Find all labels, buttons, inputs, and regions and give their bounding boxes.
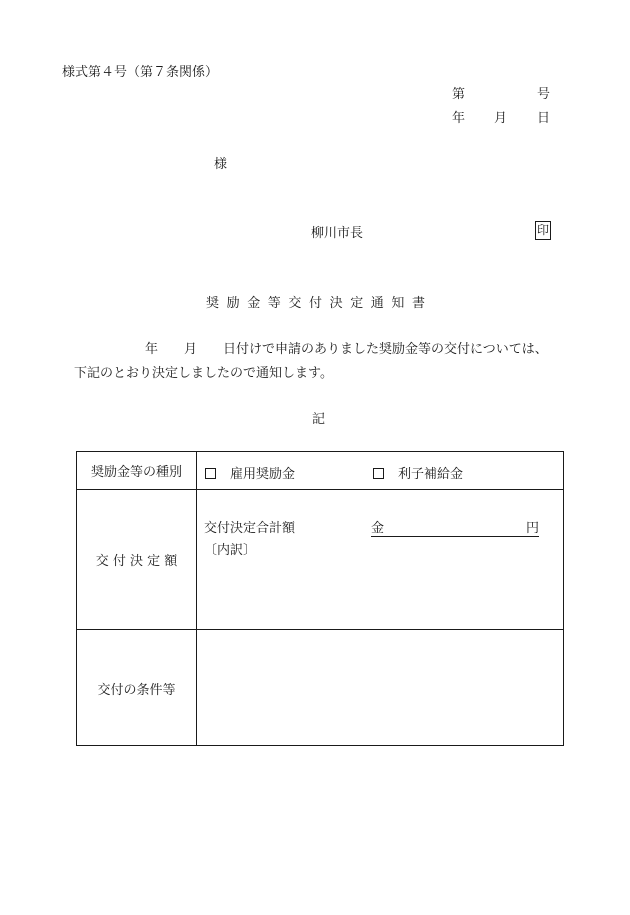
type-label: 奨励金等の種別 xyxy=(90,465,182,480)
breakdown-label: 〔内訳〕 xyxy=(204,543,257,558)
record-heading: 記 xyxy=(312,412,326,427)
checkbox-icon[interactable] xyxy=(373,468,384,479)
seal-mark: 印 xyxy=(535,221,551,240)
date-year: 年 xyxy=(452,111,466,126)
option-interest-subsidy[interactable] xyxy=(373,463,463,482)
document-title: 奨励金等交付決定通知書 xyxy=(206,296,433,311)
currency-suffix: 円 xyxy=(525,521,539,536)
option-label: 雇用奨励金 xyxy=(230,467,296,482)
currency-prefix: 金 xyxy=(371,521,385,536)
option-employment-incentive[interactable] xyxy=(205,463,295,482)
body-text-line-2: 下記のとおり決定しましたので通知します。 xyxy=(74,366,333,381)
body-text-line-1: 年 月 日付けで申請のありました奨励金等の交付については、 xyxy=(145,342,548,357)
amount-field[interactable] xyxy=(371,517,539,537)
grant-details-table xyxy=(76,451,564,746)
document-number-prefix: 第 xyxy=(452,87,466,102)
checkbox-icon[interactable] xyxy=(205,468,216,479)
addressee-honorific: 様 xyxy=(214,157,228,172)
form-number: 様式第４号（第７条関係） xyxy=(62,65,219,80)
table-column-divider xyxy=(196,452,197,745)
amount-label: 交 付 決 定 額 xyxy=(95,554,178,569)
total-amount-label: 交付決定合計額 xyxy=(204,521,296,536)
conditions-label: 交付の条件等 xyxy=(97,682,176,698)
issuer-name: 柳川市長 xyxy=(311,226,364,241)
date-month: 月 xyxy=(494,111,508,126)
document-number-suffix: 号 xyxy=(537,87,551,102)
option-label: 利子補給金 xyxy=(398,467,464,482)
date-day: 日 xyxy=(537,111,551,126)
